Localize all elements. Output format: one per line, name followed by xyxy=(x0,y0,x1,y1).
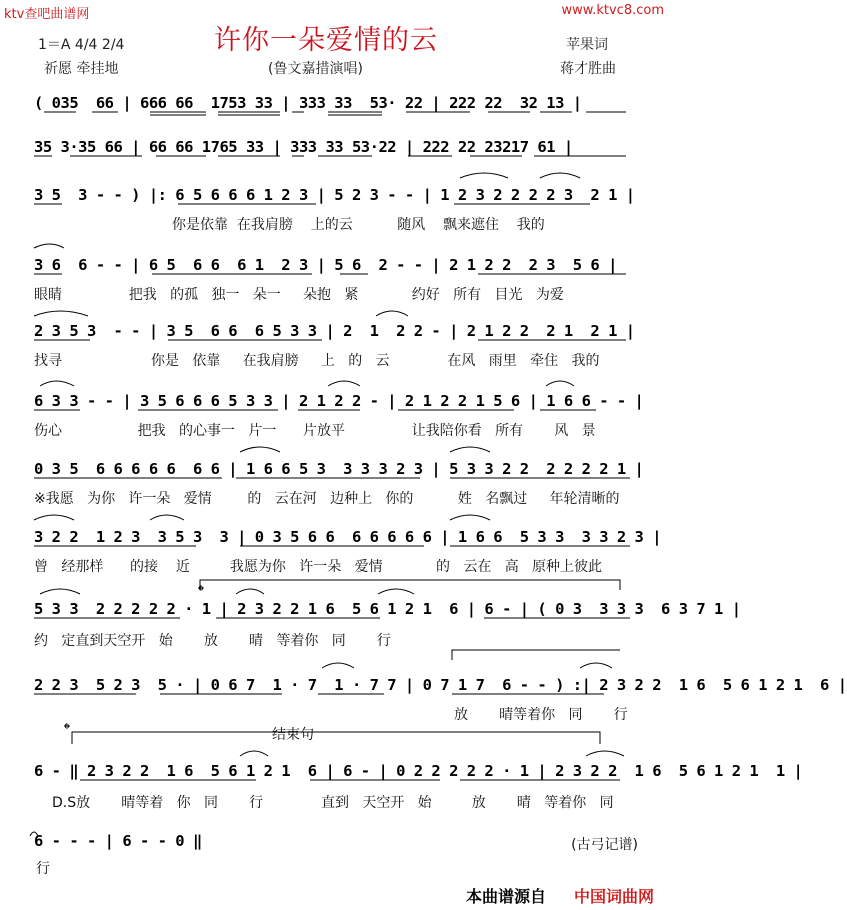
score-line-3-notes: 3 5 3 - - ) |: 6 5 6 6 6 1 2 3 | 5 2 3 - - | 1 2 3 2 2 2 2 3 2 1 | xyxy=(34,186,635,204)
site-watermark-left: ktv查吧曲谱网 xyxy=(4,7,90,22)
site-watermark-right: www.ktvc8.com xyxy=(561,3,664,18)
ending-phrase-label: 结束句 xyxy=(272,727,314,743)
score-line-8-lyrics: 曾 经那样 的接 近 我愿为你 许一朵 爱情 的 云在 高 原种上彼此 xyxy=(34,559,603,575)
song-title: 许你一朵爱情的云 xyxy=(214,25,438,56)
score-line-9-notes: 5 3 3 2 2 2 2 2 · 1 | 2 3 2 2 1 6 5 6 1 2 1 6 | 6 - | ( 0 3 3 3 3 6 3 7 1 | xyxy=(34,600,741,618)
score-line-11-lyrics: D.S放 晴等着 你 同 行 直到 天空开 始 放 晴 等着你 同 xyxy=(52,795,614,811)
score-line-6-lyrics: 伤心 把我 的心事一 片一 片放平 让我陪你看 所有 风 景 xyxy=(34,423,596,439)
score-line-10-lyrics: 放 晴等着你 同 行 xyxy=(454,707,628,723)
score-line-7-lyrics: ※我愿 为你 许一朵 爱情 的 云在河 边种上 你的 姓 名飘过 年轮清晰的 xyxy=(34,491,620,507)
score-line-12-notes: 6 - - - | 6 - - 0 ‖ xyxy=(34,832,202,850)
transcriber-credit: (古弓记谱) xyxy=(571,837,638,853)
score-line-12-lyrics: 行 xyxy=(36,861,50,877)
score-line-9-lyrics: 约 定直到天空开 始 放 晴 等着你 同 行 xyxy=(34,633,391,649)
score-line-11-notes: 6 - ‖ 2 3 2 2 1 6 5 6 1 2 1 6 | 6 - | 0 2 2 2 2 2 · 1 | 2 3 2 2 1 6 5 6 1 2 1 1 | xyxy=(34,762,803,780)
score-line-8-notes: 3 2 2 1 2 3 3 5 3 3 | 0 3 5 6 6 6 6 6 6 6 | 1 6 6 5 3 3 3 3 2 3 | xyxy=(34,528,662,546)
score-line-5-lyrics: 找寻 你是 依靠 在我肩膀 上 的 云 在风 雨里 牵住 我的 xyxy=(34,353,600,369)
lyricist-credit: 苹果词 xyxy=(566,37,608,53)
score-line-6-notes: 6 3 3 - - | 3 5 6 6 6 5 3 3 | 2 1 2 2 - | 2 1 2 2 1 5 6 | 1 6 6 - - | xyxy=(34,392,644,410)
coda-sign-icon: 𝄌 xyxy=(64,720,70,740)
coda-sign-icon: 𝄌 xyxy=(198,582,204,602)
score-line-1-notes: ( 035 66 | 666 66 1753 33 | 333 33 53· 22 | 222 22 32 13 | xyxy=(34,94,582,112)
source-site: 中国词曲网 xyxy=(574,887,655,906)
score-line-3-lyrics: 你是依靠 在我肩膀 上的云 随风 飘来遮住 我的 xyxy=(172,217,545,233)
singer-credit: (鲁文嘉措演唱) xyxy=(268,61,363,77)
score-line-2-notes: 35 3·35 66 | 66 66 1765 33 | 333 33 53·22 | 222 22 23217 61 | xyxy=(34,138,573,156)
score-line-5-notes: 2 3 5 3 - - | 3 5 6 6 6 5 3 3 | 2 1 2 2 - | 2 1 2 2 2 1 2 1 | xyxy=(34,322,635,340)
score-line-7-notes: 0 3 5 6 6 6 6 6 6 6 | 1 6 6 5 3 3 3 3 2 3 | 5 3 3 2 2 2 2 2 2 1 | xyxy=(34,460,644,478)
composer-credit: 蒋才胜曲 xyxy=(560,61,616,77)
source-label: 本曲谱源自 xyxy=(466,887,547,906)
time-signature: 1＝A 4/4 2/4 xyxy=(38,37,125,53)
score-line-4-notes: 3 6 6 - - | 6 5 6 6 6 1 2 3 | 5 6 2 - - | 2 1 2 2 2 3 5 6 | xyxy=(34,256,617,274)
dedication: 祈愿 牵挂地 xyxy=(44,61,119,77)
score-line-10-notes: 2 2 3 5 2 3 5 · | 0 6 7 1 · 7 1 · 7 7 | 0 7 1 7 6 - - ) :| 2 3 2 2 1 6 5 6 1 2 1 6 | xyxy=(34,676,847,694)
score-line-4-lyrics: 眼睛 把我 的孤 独一 朵一 朵抱 紧 约好 所有 目光 为爱 xyxy=(34,287,564,303)
